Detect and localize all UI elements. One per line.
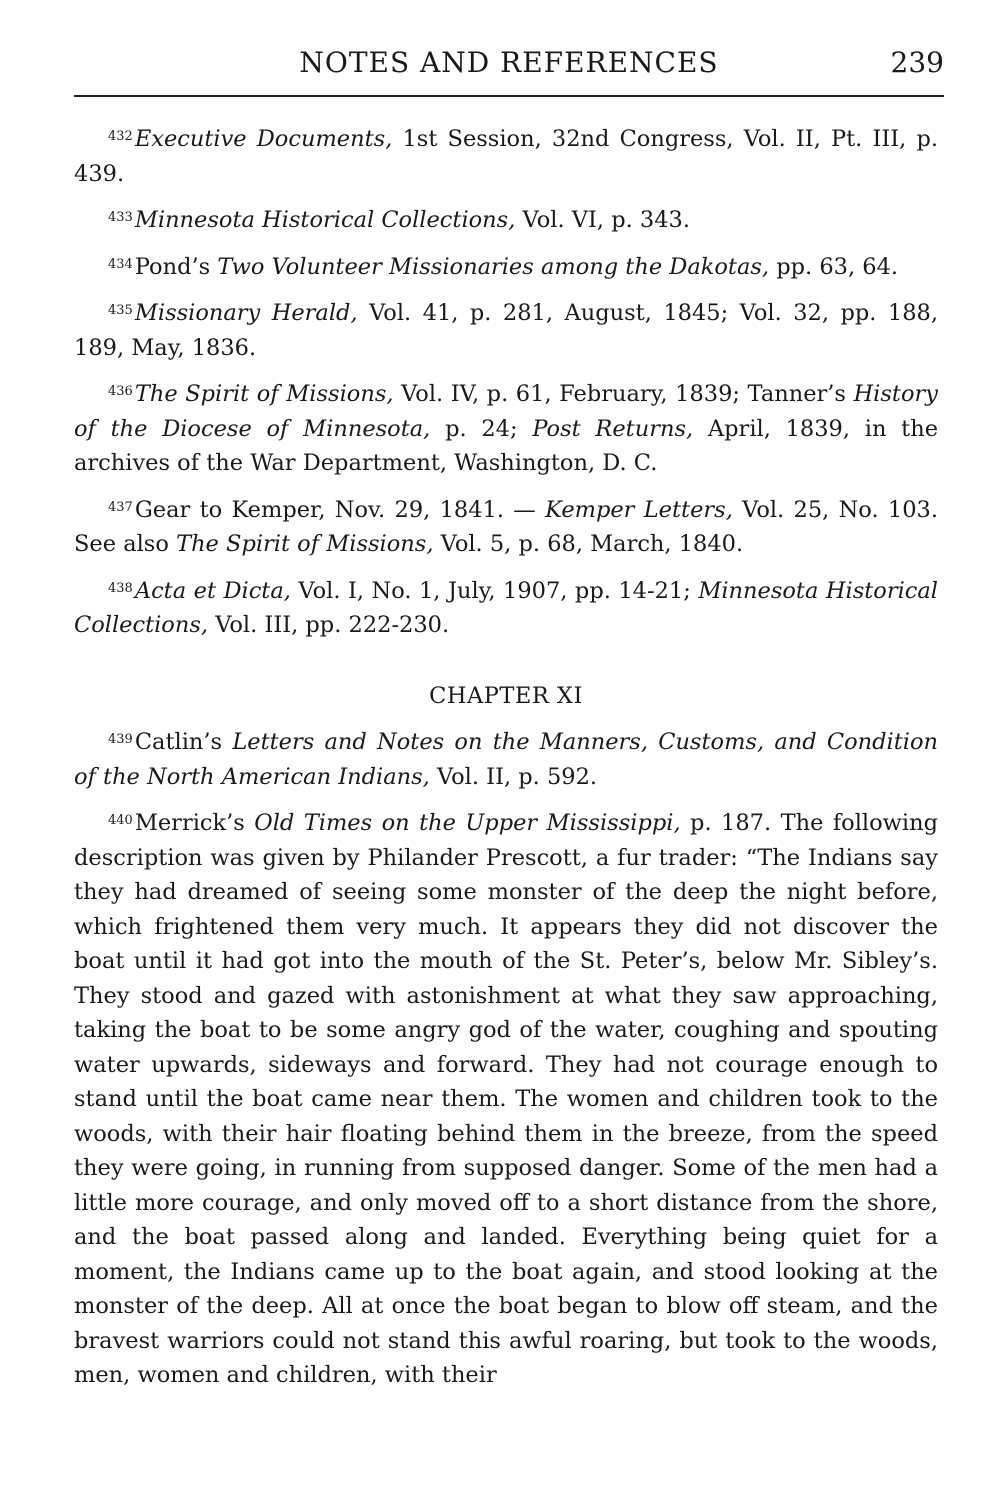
note-text: Vol. II, p. 592.: [429, 763, 598, 790]
page-number: 239: [890, 46, 944, 79]
header-rule: [74, 95, 944, 97]
notes-list-after: [74, 723, 938, 1393]
notes-list-before: [74, 120, 938, 643]
note-439: [74, 723, 938, 794]
note-number: 440: [108, 813, 133, 828]
note-text: April, 1839, in the archives of the War Department, Washington, D. C.: [74, 415, 939, 476]
note-title-italic: Letters and Notes on the Manners, Customs, and Condition of the North American Indians,: [74, 729, 939, 790]
chapter-heading: CHAPTER XI: [429, 682, 583, 709]
note-text: Vol. 5, p. 68, March, 1840.: [433, 531, 744, 557]
note-433: [74, 201, 938, 238]
note-number: 433: [108, 210, 133, 225]
note-number: 438: [108, 580, 133, 596]
note-437: [74, 491, 938, 562]
note-title-italic: Minnesota Historical Collections,: [134, 207, 516, 233]
note-text: “The Indians say they had dreamed of seeing some monster of the deep the night before, which frightened them very much. It appears they did not discover the boat until it had got into the mouth of the St. Peter’s, below Mr. Sibley’s. They stood and gazed with astonishment at what they saw approaching, taking the boat to be some angry god of the water, coughing and spouting water upwards, sideways and forward. They had not courage enough to stand until the boat came near them. The women and children took to the woods, with their hair floating behind them in the breeze, from the speed they were going, in running from supposed danger. Some of the men had a little more courage, and only moved off to a short distance from the shore, and the boat passed along and landed. Everything being quiet for a moment, the Indians came up to the boat again, and stood looking at the monster of the deep. All at once the boat began to blow off steam, and the bravest warriors could not stand this awful roaring, but took to the woods, men, women and children, with their: [74, 844, 938, 1388]
note-text: Catlin’s: [134, 729, 233, 755]
note-text: Vol. 25, No. 103. See also: [74, 496, 939, 557]
note-text: pp. 63, 64.: [769, 253, 899, 280]
note-title-italic: History of the Diocese of Minnesota,: [74, 381, 938, 442]
running-header: [74, 40, 944, 90]
note-text: 1st Session, 32nd Congress, Vol. II, Pt. III, p. 439.: [74, 126, 939, 187]
note-title-italic: Kemper Letters,: [545, 496, 733, 523]
note-title-italic: The Spirit of Missions,: [134, 381, 394, 407]
note-number: 435: [108, 303, 133, 318]
note-number: 436: [108, 384, 133, 399]
note-text: Gear to Kemper, Nov. 29, 1841. —: [134, 496, 546, 523]
note-number: 434: [108, 256, 133, 272]
note-title-italic: Executive Documents,: [134, 126, 393, 152]
note-title-italic: Acta et Dicta,: [134, 577, 291, 604]
note-text: Vol. I, No. 1, July, 1907, pp. 14-21;: [290, 577, 699, 604]
note-title-italic: Missionary Herald,: [134, 300, 358, 326]
note-text: p. 24;: [430, 415, 533, 442]
note-title-italic: Old Times on the Upper Mississippi,: [254, 810, 681, 836]
note-number: 439: [108, 732, 133, 747]
note-440: [74, 804, 938, 1393]
note-text: Vol. III, pp. 222-230.: [208, 612, 450, 638]
note-435: [74, 294, 938, 365]
note-text: Pond’s: [134, 253, 218, 280]
note-432: [74, 120, 938, 191]
note-title-italic: The Spirit of Missions,: [176, 531, 434, 557]
note-title-italic: Minnesota Historical Collections,: [74, 577, 938, 638]
note-number: 432: [108, 129, 133, 144]
note-text: p. 187. The following description was given by Philander Prescott, a fur trader:: [74, 810, 938, 871]
note-434: [74, 248, 938, 285]
note-text: Vol. IV, p. 61, February, 1839; Tanner’s: [393, 381, 854, 407]
note-title-italic: Two Volunteer Missionaries among the Dakotas,: [217, 253, 770, 280]
note-title-italic: Post Returns,: [532, 415, 694, 442]
notes-body: [74, 120, 938, 1403]
note-text: Vol. VI, p. 343.: [515, 207, 691, 233]
note-438: [74, 572, 938, 643]
note-text: Vol. 41, p. 281, August, 1845; Vol. 32, pp. 188, 189, May, 1836.: [74, 300, 938, 361]
note-436: [74, 375, 938, 481]
note-text: Merrick’s: [134, 810, 255, 836]
running-title: NOTES AND REFERENCES: [299, 46, 719, 79]
note-number: 437: [108, 499, 133, 515]
